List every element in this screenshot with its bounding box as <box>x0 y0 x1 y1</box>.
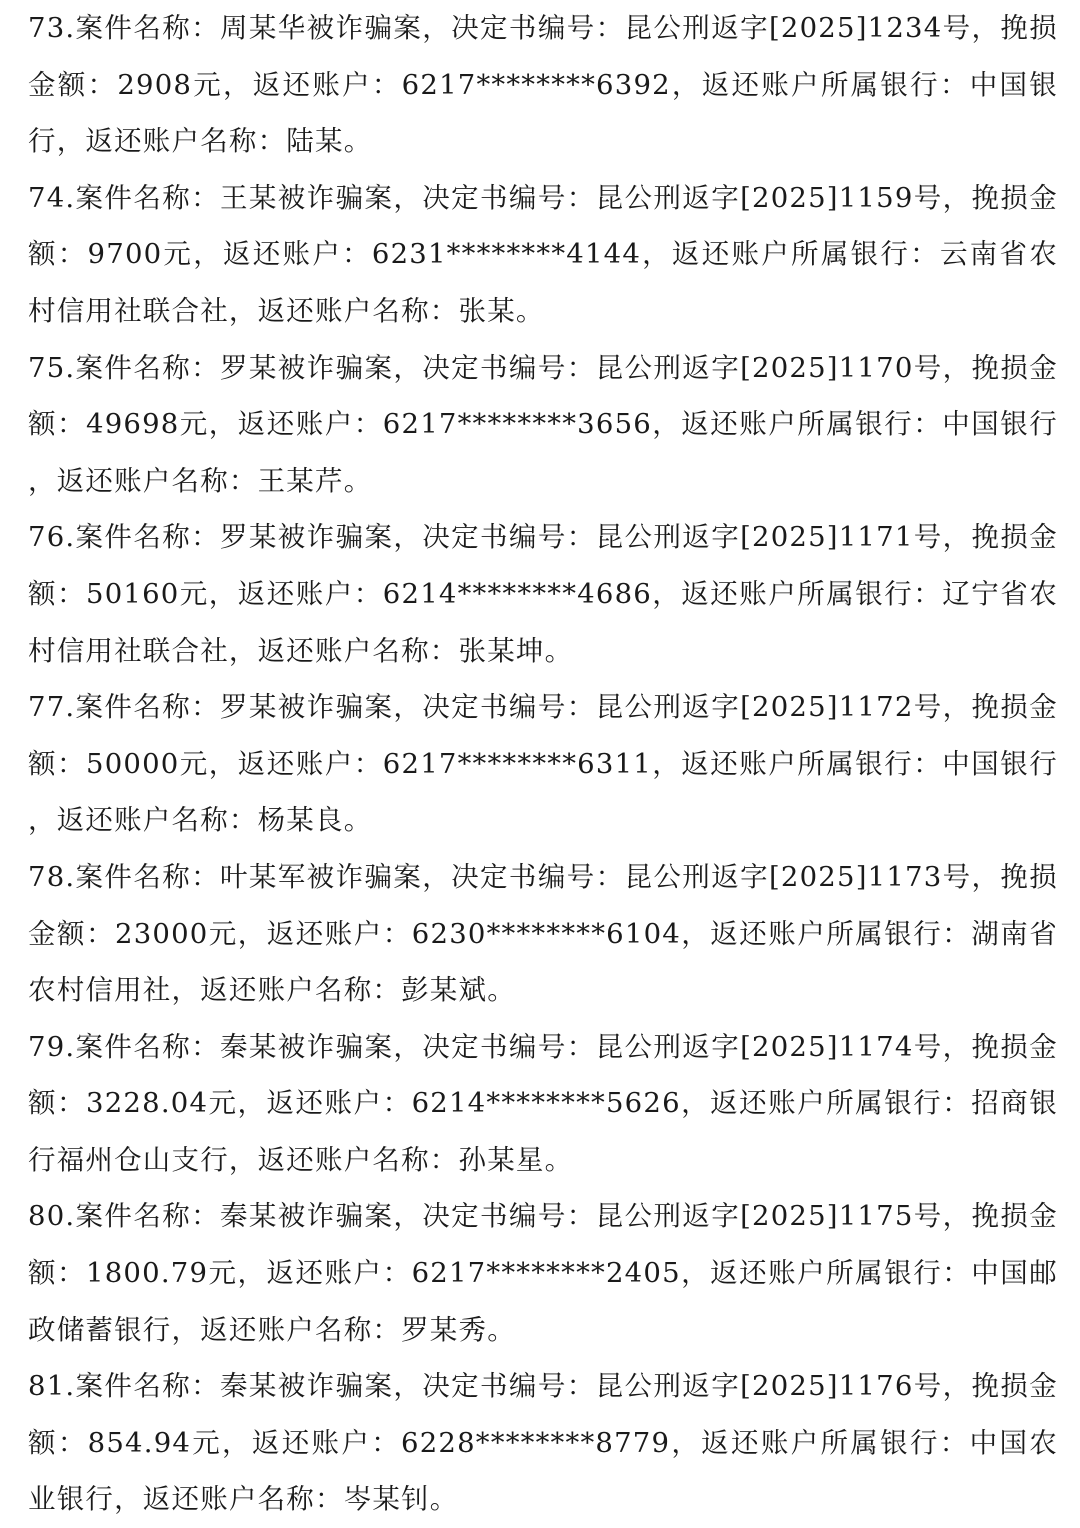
document-body <box>28 0 1058 1528</box>
case-entry-75: 75.案件名称：罗某被诈骗案，决定书编号：昆公刑返字[2025]1170号，挽损金额：49698元，返还账户：6217********3656，返还账户所属银行：中国银行，返还账户名称：王某芹。 <box>28 351 1058 497</box>
case-entry-76: 76.案件名称：罗某被诈骗案，决定书编号：昆公刑返字[2025]1171号，挽损金额：50160元，返还账户：6214********4686，返还账户所属银行：辽宁省农村信用社联合社，返还账户名称：张某坤。 <box>28 521 1058 667</box>
case-entry-80: 80.案件名称：秦某被诈骗案，决定书编号：昆公刑返字[2025]1175号，挽损金额：1800.79元，返还账户：6217********2405，返还账户所属银行：中国邮政储蓄银行，返还账户名称：罗某秀。 <box>28 1200 1058 1346</box>
case-entry-77: 77.案件名称：罗某被诈骗案，决定书编号：昆公刑返字[2025]1172号，挽损金额：50000元，返还账户：6217********6311，返还账户所属银行：中国银行，返还账户名称：杨某良。 <box>28 691 1058 837</box>
case-entry-78: 78.案件名称：叶某军被诈骗案，决定书编号：昆公刑返字[2025]1173号，挽损金额：23000元，返还账户：6230********6104，返还账户所属银行：湖南省农村信用社，返还账户名称：彭某斌。 <box>28 860 1058 1007</box>
case-entry-79: 79.案件名称：秦某被诈骗案，决定书编号：昆公刑返字[2025]1174号，挽损金额：3228.04元，返还账户：6214********5626，返还账户所属银行：招商银行福州仓山支行，返还账户名称：孙某星。 <box>28 1030 1058 1176</box>
case-entry-81: 81.案件名称：秦某被诈骗案，决定书编号：昆公刑返字[2025]1176号，挽损金额：854.94元，返还账户：6228********8779，返还账户所属银行：中国农业银行，返还账户名称：岑某钊。 <box>28 1370 1058 1516</box>
case-entry-73: 73.案件名称：周某华被诈骗案，决定书编号：昆公刑返字[2025]1234号，挽损金额：2908元，返还账户：6217********6392，返还账户所属银行：中国银行，返还账户名称：陆某。 <box>28 12 1058 158</box>
case-entry-74: 74.案件名称：王某被诈骗案，决定书编号：昆公刑返字[2025]1159号，挽损金额：9700元，返还账户：6231********4144，返还账户所属银行：云南省农村信用社联合社，返还账户名称：张某。 <box>28 181 1058 327</box>
